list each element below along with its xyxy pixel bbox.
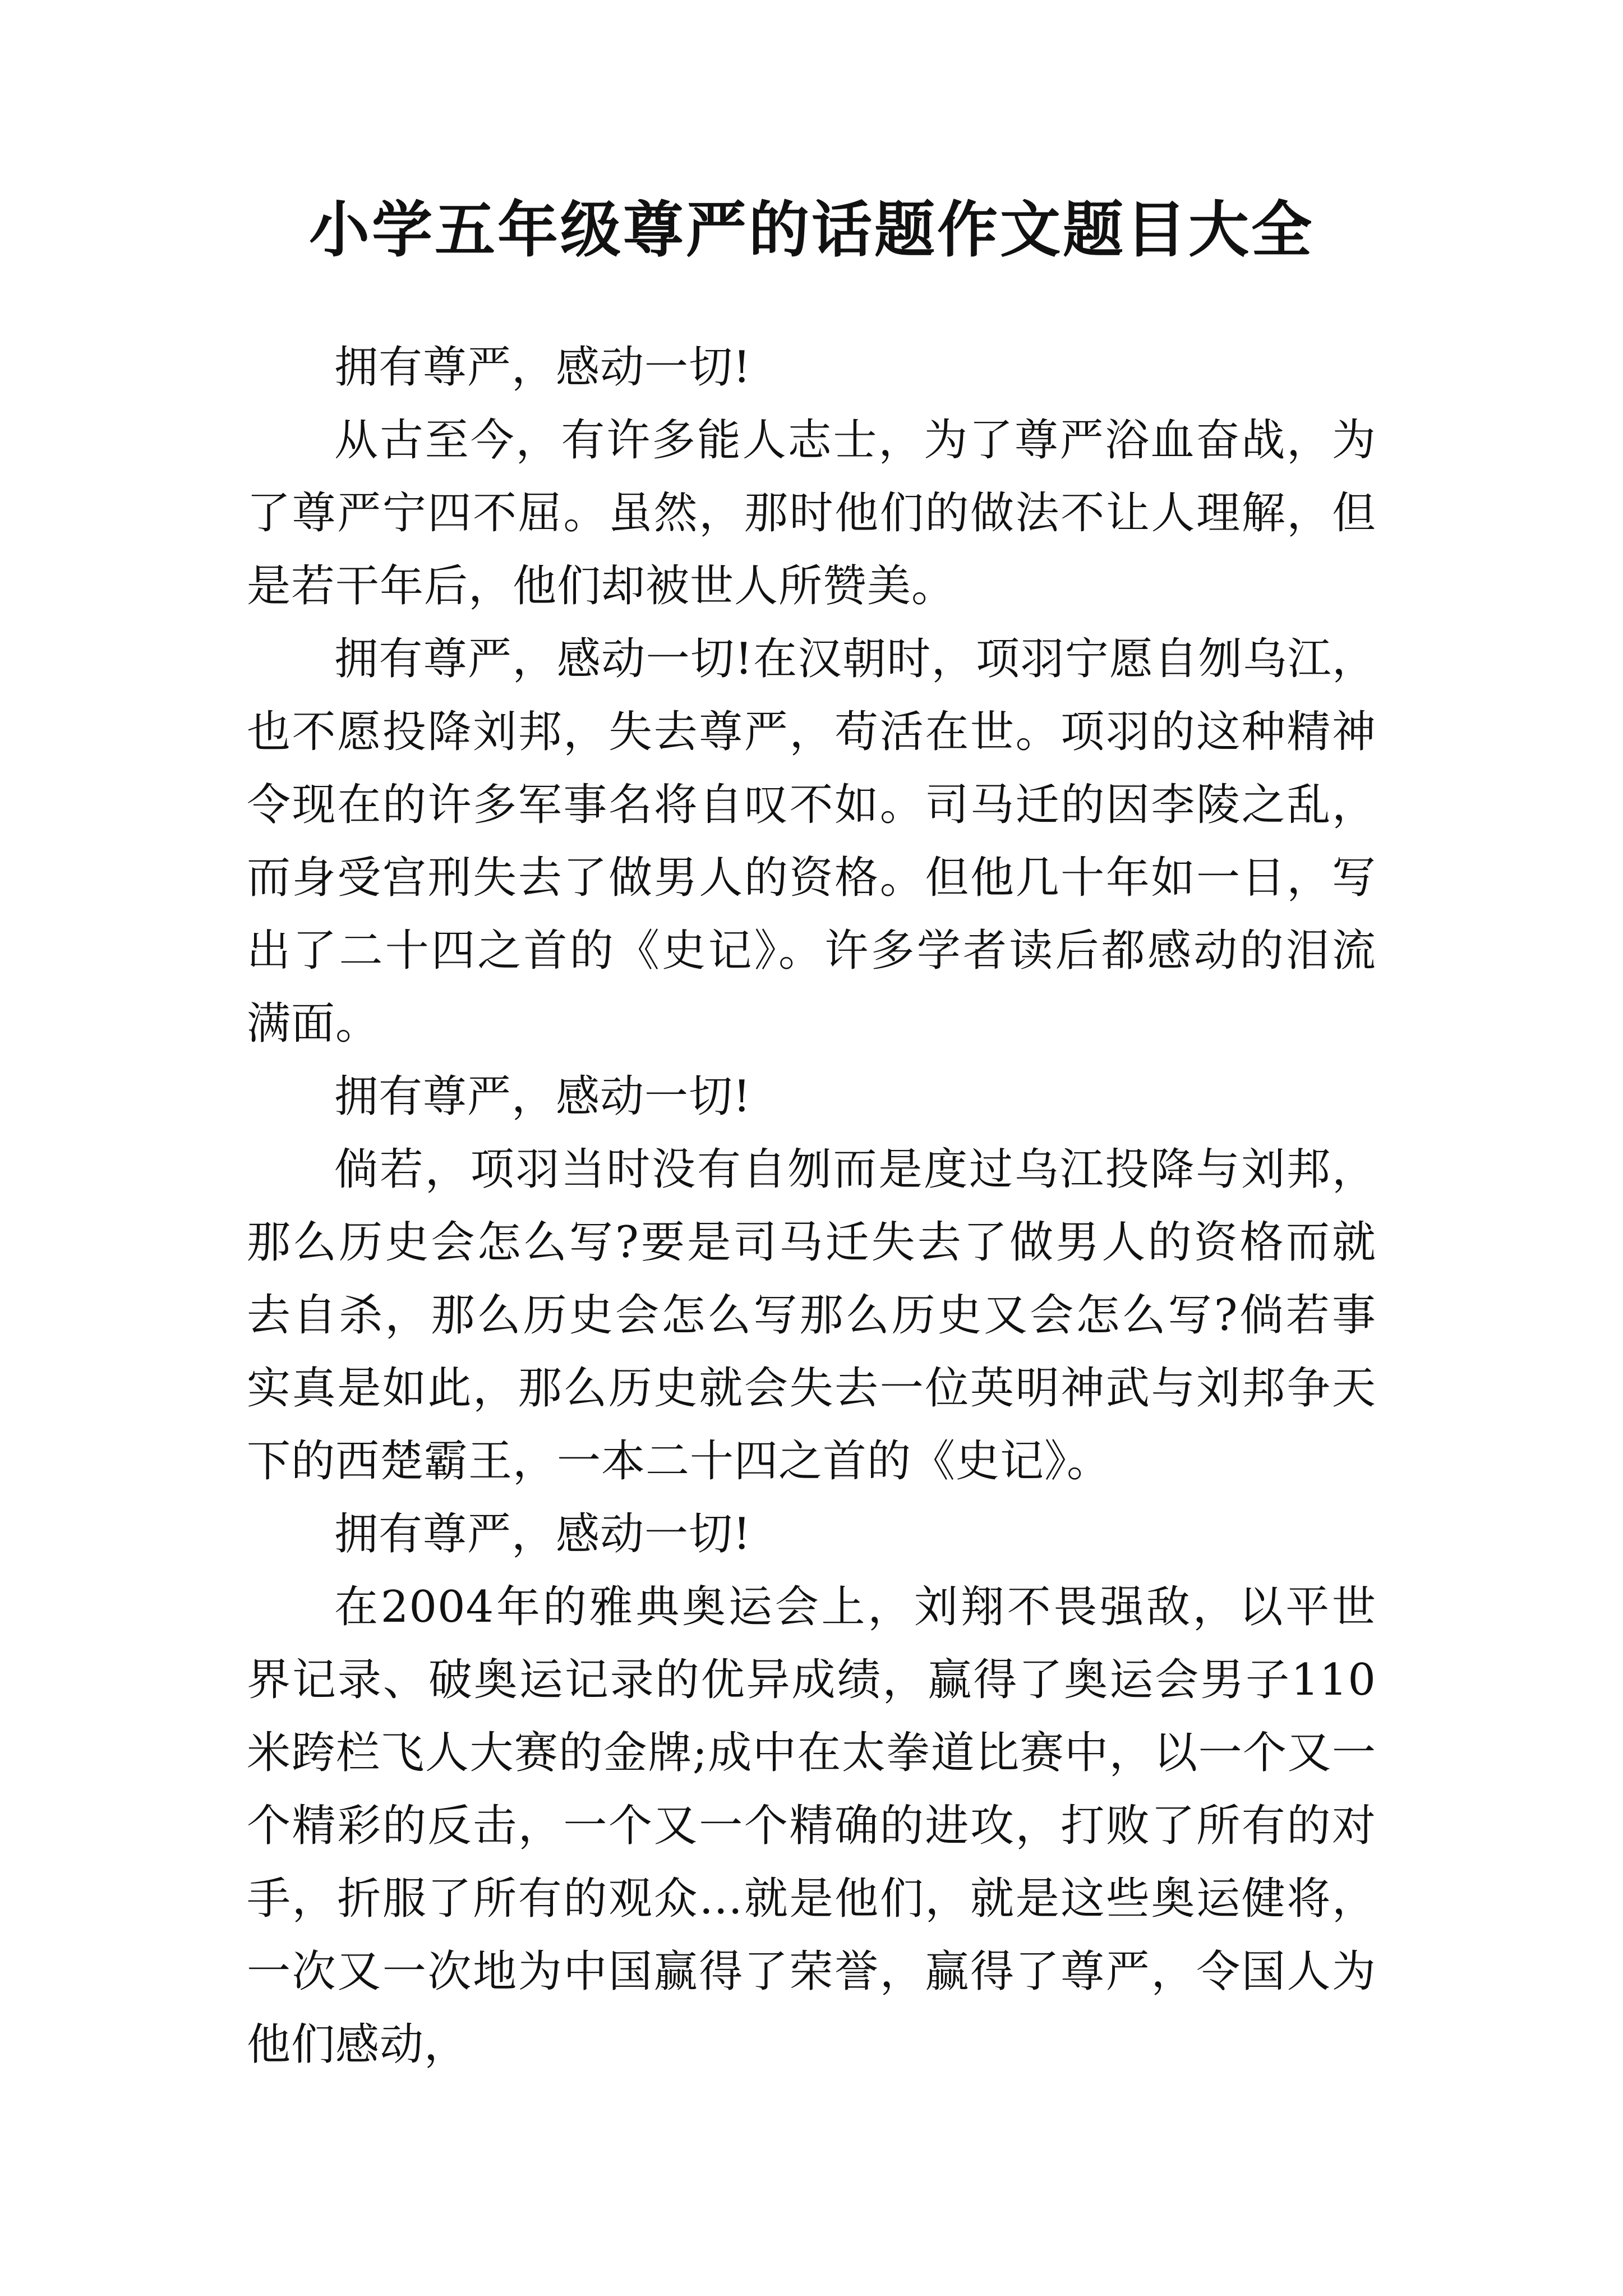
document-body bbox=[247, 331, 1376, 2081]
paragraph: 拥有尊严，感动一切! bbox=[334, 1509, 751, 1559]
paragraph: 从古至今，有许多能人志士，为了尊严浴血奋战，为了尊严宁四不屈。虽然，那时他们的做法不让人理解，但是若干年后，他们却被世人所赞美。 bbox=[247, 415, 1376, 611]
document-title: 小学五年级尊严的话题作文题目大全 bbox=[308, 195, 1314, 265]
paragraph: 拥有尊严，感动一切! bbox=[334, 342, 751, 393]
paragraph: 在2004年的雅典奥运会上，刘翔不畏强敌，以平世界记录、破奥运记录的优异成绩，赢得了奥运会男子110米跨栏飞人大赛的金牌;成中在太拳道比赛中，以一个又一个精彩的反击，一个又一个精确的进攻，打败了所有的对手，折服了所有的观众…就是他们，就是这些奥运健将，一次又一次地为中国赢得了荣誉，赢得了尊严，令国人为他们感动， bbox=[247, 1582, 1376, 2070]
paragraph: 倘若，项羽当时没有自刎而是度过乌江投降与刘邦，那么历史会怎么写?要是司马迁失去了做男人的资格而就去自杀，那么历史会怎么写那么历史又会怎么写?倘若事实真是如此，那么历史就会失去一位英明神武与刘邦争天下的西楚霸王，一本二十四之首的《史记》。 bbox=[247, 1144, 1376, 1487]
paragraph: 拥有尊严，感动一切! bbox=[334, 1071, 751, 1122]
paragraph: 拥有尊严，感动一切!在汉朝时，项羽宁愿自刎乌江，也不愿投降刘邦，失去尊严，苟活在世。项羽的这种精神令现在的许多军事名将自叹不如。司马迁的因李陵之乱，而身受宫刑失去了做男人的资格。但他几十年如一日，写出了二十四之首的《史记》。许多学者读后都感动的泪流满面。 bbox=[247, 634, 1376, 1049]
